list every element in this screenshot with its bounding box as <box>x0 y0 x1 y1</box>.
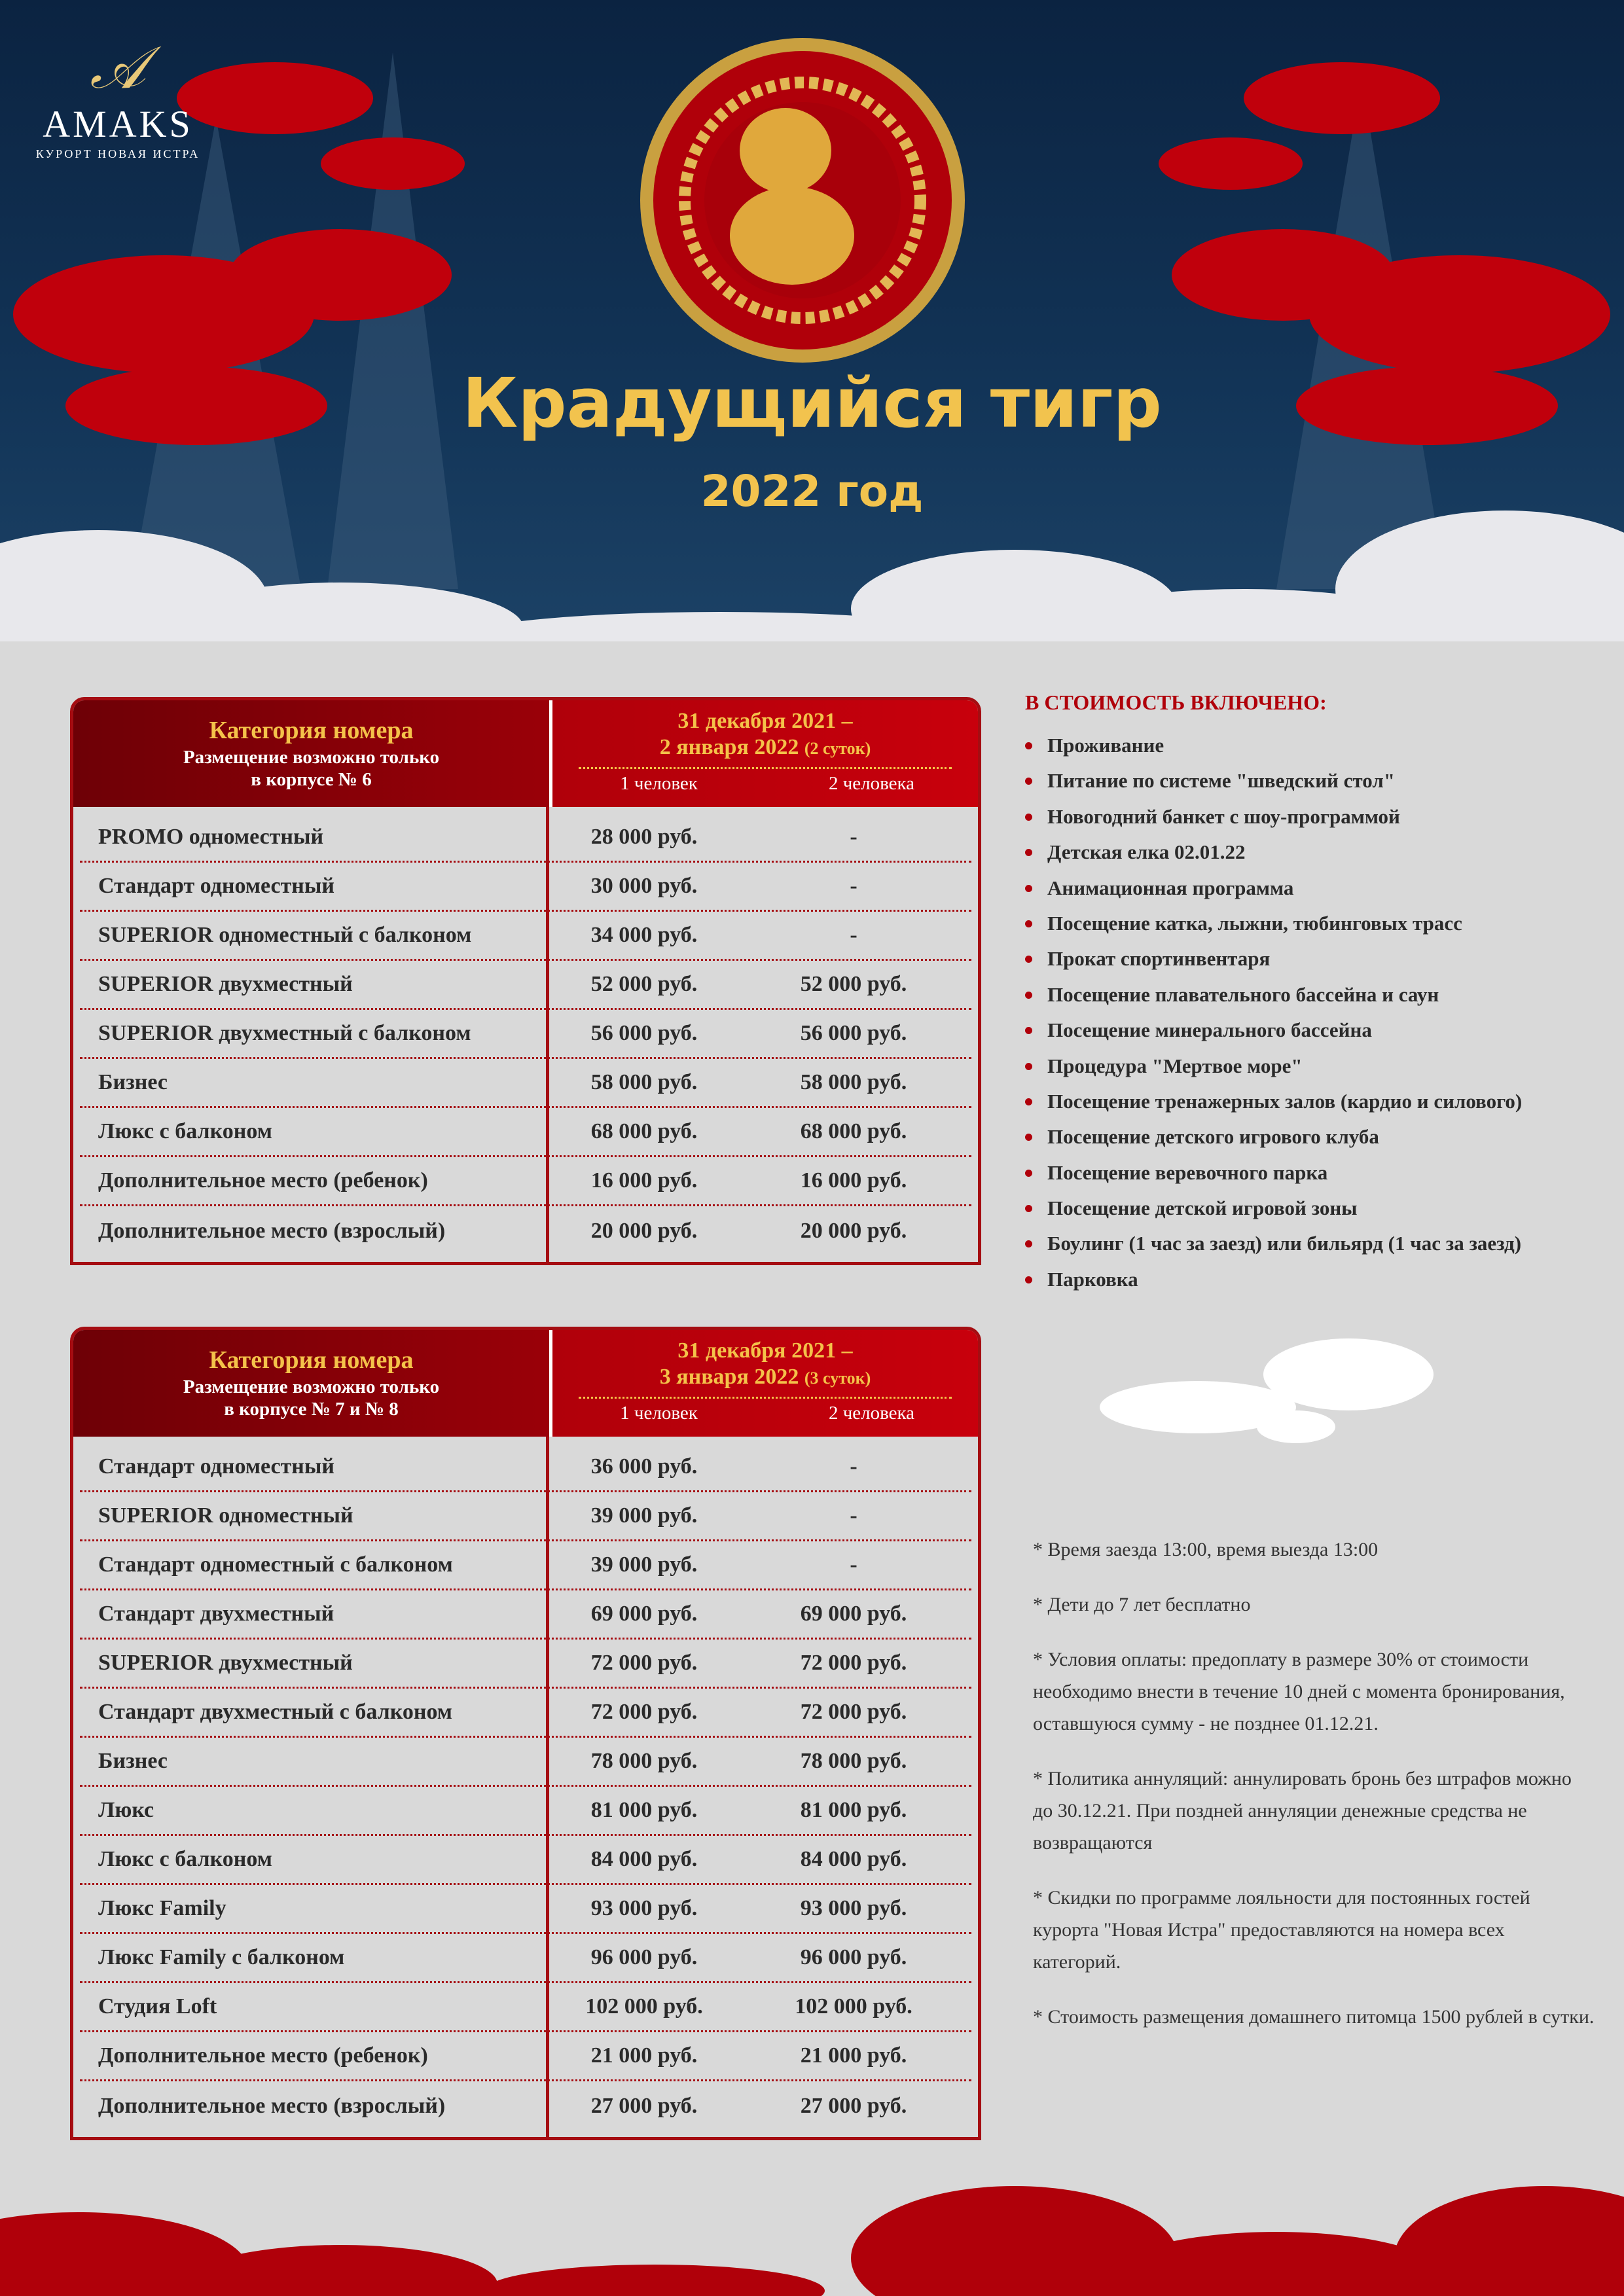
room-category: Дополнительное место (ребенок) <box>98 1168 428 1193</box>
price-two-persons: - <box>850 1454 857 1479</box>
included-section <box>1025 691 1601 1297</box>
included-item: Посещение плавательного бассейна и саун <box>1025 977 1601 1013</box>
note-item: * Дети до 7 лет бесплатно <box>1033 1594 1251 1615</box>
room-category: SUPERIOR одноместный с балконом <box>98 923 472 947</box>
included-item: Анимационная программа <box>1025 870 1601 906</box>
room-category: Студия Loft <box>98 1994 217 2018</box>
included-item: Посещение тренажерных залов (кардио и силового) <box>1025 1084 1601 1119</box>
included-item: Парковка <box>1025 1262 1601 1297</box>
table-row <box>80 1059 971 1108</box>
included-list <box>1025 728 1601 1297</box>
price-two-persons: 68 000 руб. <box>800 1119 907 1143</box>
logo-monogram: 𝒜 <box>90 36 146 101</box>
year-subtitle: 2022 год <box>700 466 924 516</box>
price-one-person: 52 000 руб. <box>590 972 698 996</box>
category-label: Категория номера <box>209 717 414 744</box>
included-item: Посещение минерального бассейна <box>1025 1013 1601 1048</box>
table-header <box>73 1330 978 1437</box>
price-two-persons: 81 000 руб. <box>800 1798 907 1822</box>
logo-brand: AMAKS <box>43 103 193 145</box>
table-row <box>80 2081 971 2130</box>
table-row <box>80 863 971 912</box>
price-one-person: 68 000 руб. <box>590 1119 698 1143</box>
table-row <box>80 2032 971 2081</box>
table-row <box>80 1689 971 1738</box>
note-item: * Время заезда 13:00, время выезда 13:00 <box>1033 1539 1379 1560</box>
table-row <box>80 1108 971 1157</box>
price-two-persons: 84 000 руб. <box>800 1847 907 1871</box>
table-row <box>80 912 971 961</box>
dates-header <box>549 700 978 807</box>
note-item: * Условия оплаты: предоплату в размере 30% от стоимости необходимо внести в течение 10 дней с момента бронирования, оставшуюся сумму - не позднее 01.12.21. <box>1033 1649 1565 1734</box>
price-two-persons: 20 000 руб. <box>800 1218 907 1243</box>
room-category: SUPERIOR двухместный с балконом <box>98 1021 471 1045</box>
price-one-person: 72 000 руб. <box>590 1700 698 1724</box>
date-start: 31 декабря 2021 – <box>677 1338 853 1363</box>
room-category: SUPERIOR одноместный <box>98 1503 353 1528</box>
price-one-person: 96 000 руб. <box>590 1945 698 1969</box>
price-table-buildings-7-8 <box>70 1327 981 2140</box>
category-header <box>73 1330 549 1437</box>
price-one-person: 21 000 руб. <box>590 2043 698 2068</box>
included-heading: В СТОИМОСТЬ ВКЛЮЧЕНО: <box>1025 691 1327 714</box>
price-two-persons: 78 000 руб. <box>800 1749 907 1773</box>
header-banner <box>0 0 1624 641</box>
price-one-person: 39 000 руб. <box>590 1552 698 1577</box>
price-one-person: 20 000 руб. <box>590 1218 698 1243</box>
placement-note: Размещение возможно только <box>183 747 440 768</box>
table-row <box>80 1206 971 1255</box>
price-one-person: 69 000 руб. <box>590 1602 698 1626</box>
price-one-person: 34 000 руб. <box>590 923 698 947</box>
building-note: в корпусе № 6 <box>251 769 372 790</box>
table-row <box>80 1885 971 1934</box>
room-category: Бизнес <box>98 1070 168 1094</box>
included-item: Новогодний банкет с шоу-программой <box>1025 799 1601 834</box>
room-category: Дополнительное место (ребенок) <box>98 2043 428 2068</box>
table-row <box>80 1934 971 1983</box>
price-two-persons: 16 000 руб. <box>800 1168 907 1193</box>
category-label: Категория номера <box>209 1346 414 1374</box>
table-row <box>80 1010 971 1059</box>
notes-section <box>1033 1534 1596 2056</box>
included-item: Питание по системе "шведский стол" <box>1025 763 1601 798</box>
table-header <box>73 700 978 807</box>
price-one-person: 81 000 руб. <box>590 1798 698 1822</box>
included-item: Проживание <box>1025 728 1601 763</box>
table-row <box>80 814 971 863</box>
price-two-persons: 58 000 руб. <box>800 1070 907 1094</box>
price-two-persons: 27 000 руб. <box>800 2093 907 2118</box>
price-one-person: 28 000 руб. <box>590 825 698 849</box>
price-two-persons: 93 000 руб. <box>800 1896 907 1920</box>
page-title: Крадущийся тигр <box>462 363 1162 443</box>
col-two-persons: 2 человека <box>828 1403 915 1424</box>
included-item: Посещение детской игровой зоны <box>1025 1191 1601 1226</box>
room-category: Стандарт одноместный <box>98 874 335 898</box>
table-row <box>80 1640 971 1689</box>
nights-count: (2 суток) <box>804 739 871 758</box>
amaks-logo <box>26 36 209 161</box>
room-category: Стандарт двухместный с балконом <box>98 1700 452 1724</box>
price-one-person: 56 000 руб. <box>590 1021 698 1045</box>
footer-red-clouds <box>0 2127 1624 2296</box>
included-item: Процедура "Мертвое море" <box>1025 1049 1601 1084</box>
room-category: Люкс Family <box>98 1896 226 1920</box>
room-category: Стандарт одноместный <box>98 1454 335 1479</box>
room-category: PROMO одноместный <box>98 825 324 849</box>
price-one-person: 16 000 руб. <box>590 1168 698 1193</box>
price-two-persons: 96 000 руб. <box>800 1945 907 1969</box>
price-one-person: 36 000 руб. <box>590 1454 698 1479</box>
price-two-persons: - <box>850 1552 857 1577</box>
price-two-persons: - <box>850 923 857 947</box>
room-category: Люкс с балконом <box>98 1119 272 1143</box>
included-item: Детская елка 02.01.22 <box>1025 834 1601 870</box>
table-row <box>80 1787 971 1836</box>
table-row <box>80 1157 971 1206</box>
col-one-person: 1 человек <box>620 773 698 794</box>
table-row <box>80 961 971 1010</box>
price-table-building-6 <box>70 697 981 1265</box>
building-note: в корпусе № 7 и № 8 <box>224 1399 399 1420</box>
decorative-clouds-illustration <box>0 0 1624 641</box>
price-two-persons: 69 000 руб. <box>800 1602 907 1626</box>
room-category: Бизнес <box>98 1749 168 1773</box>
nights-count: (3 суток) <box>804 1369 871 1388</box>
price-two-persons: - <box>850 1503 857 1528</box>
price-one-person: 27 000 руб. <box>590 2093 698 2118</box>
included-item: Боулинг (1 час за заезд) или бильярд (1 час за заезд) <box>1025 1226 1601 1261</box>
col-one-person: 1 человек <box>620 1403 698 1424</box>
col-two-persons: 2 человека <box>828 773 915 794</box>
room-category: Стандарт двухместный <box>98 1602 334 1626</box>
note-item: * Политика аннуляций: аннулировать бронь без штрафов можно до 30.12.21. При поздней аннуляции денежные средства не возвращаются <box>1033 1768 1572 1854</box>
room-category: Люкс Family с балконом <box>98 1945 345 1969</box>
table-row <box>80 1590 971 1640</box>
room-category: Дополнительное место (взрослый) <box>98 2093 446 2118</box>
note-item: * Стоимость размещения домашнего питомца 1500 рублей в сутки. <box>1033 2006 1595 2028</box>
included-item: Посещение катка, лыжни, тюбинговых трасс <box>1025 906 1601 941</box>
room-category: Люкс с балконом <box>98 1847 272 1871</box>
table-row <box>80 1541 971 1590</box>
price-one-person: 72 000 руб. <box>590 1651 698 1675</box>
dates-header <box>549 1330 978 1437</box>
note-item: * Скидки по программе лояльности для постоянных гостей курорта "Новая Истра" предоставляются на номера всех категорий. <box>1033 1887 1530 1973</box>
price-one-person: 78 000 руб. <box>590 1749 698 1773</box>
price-two-persons: - <box>850 874 857 898</box>
table-row <box>80 1738 971 1787</box>
date-end: 3 января 2022 <box>659 1365 799 1389</box>
date-start: 31 декабря 2021 – <box>677 709 853 733</box>
price-one-person: 39 000 руб. <box>590 1503 698 1528</box>
price-two-persons: 56 000 руб. <box>800 1021 907 1045</box>
included-item: Посещение веревочного парка <box>1025 1155 1601 1191</box>
logo-subtitle: КУРОРТ НОВАЯ ИСТРА <box>35 147 200 160</box>
category-header <box>73 700 549 807</box>
price-two-persons: 52 000 руб. <box>800 972 907 996</box>
room-category: SUPERIOR двухместный <box>98 1651 353 1675</box>
price-two-persons: 72 000 руб. <box>800 1700 907 1724</box>
price-two-persons: 72 000 руб. <box>800 1651 907 1675</box>
white-clouds-decoration <box>1087 1329 1453 1460</box>
price-one-person: 102 000 руб. <box>585 1994 703 2018</box>
price-two-persons: - <box>850 825 857 849</box>
included-item: Посещение детского игрового клуба <box>1025 1119 1601 1155</box>
room-category: Стандарт одноместный с балконом <box>98 1552 453 1577</box>
placement-note: Размещение возможно только <box>183 1376 440 1397</box>
room-category: Люкс <box>98 1798 154 1822</box>
price-one-person: 93 000 руб. <box>590 1896 698 1920</box>
table-row <box>80 1836 971 1885</box>
price-one-person: 84 000 руб. <box>590 1847 698 1871</box>
date-end: 2 января 2022 <box>659 735 799 759</box>
price-one-person: 58 000 руб. <box>590 1070 698 1094</box>
included-item: Прокат спортинвентаря <box>1025 941 1601 977</box>
table-row <box>80 1983 971 2032</box>
price-two-persons: 21 000 руб. <box>800 2043 907 2068</box>
room-category: SUPERIOR двухместный <box>98 972 353 996</box>
table-row <box>80 1443 971 1492</box>
price-one-person: 30 000 руб. <box>590 874 698 898</box>
price-two-persons: 102 000 руб. <box>795 1994 912 2018</box>
table-row <box>80 1492 971 1541</box>
room-category: Дополнительное место (взрослый) <box>98 1218 446 1243</box>
